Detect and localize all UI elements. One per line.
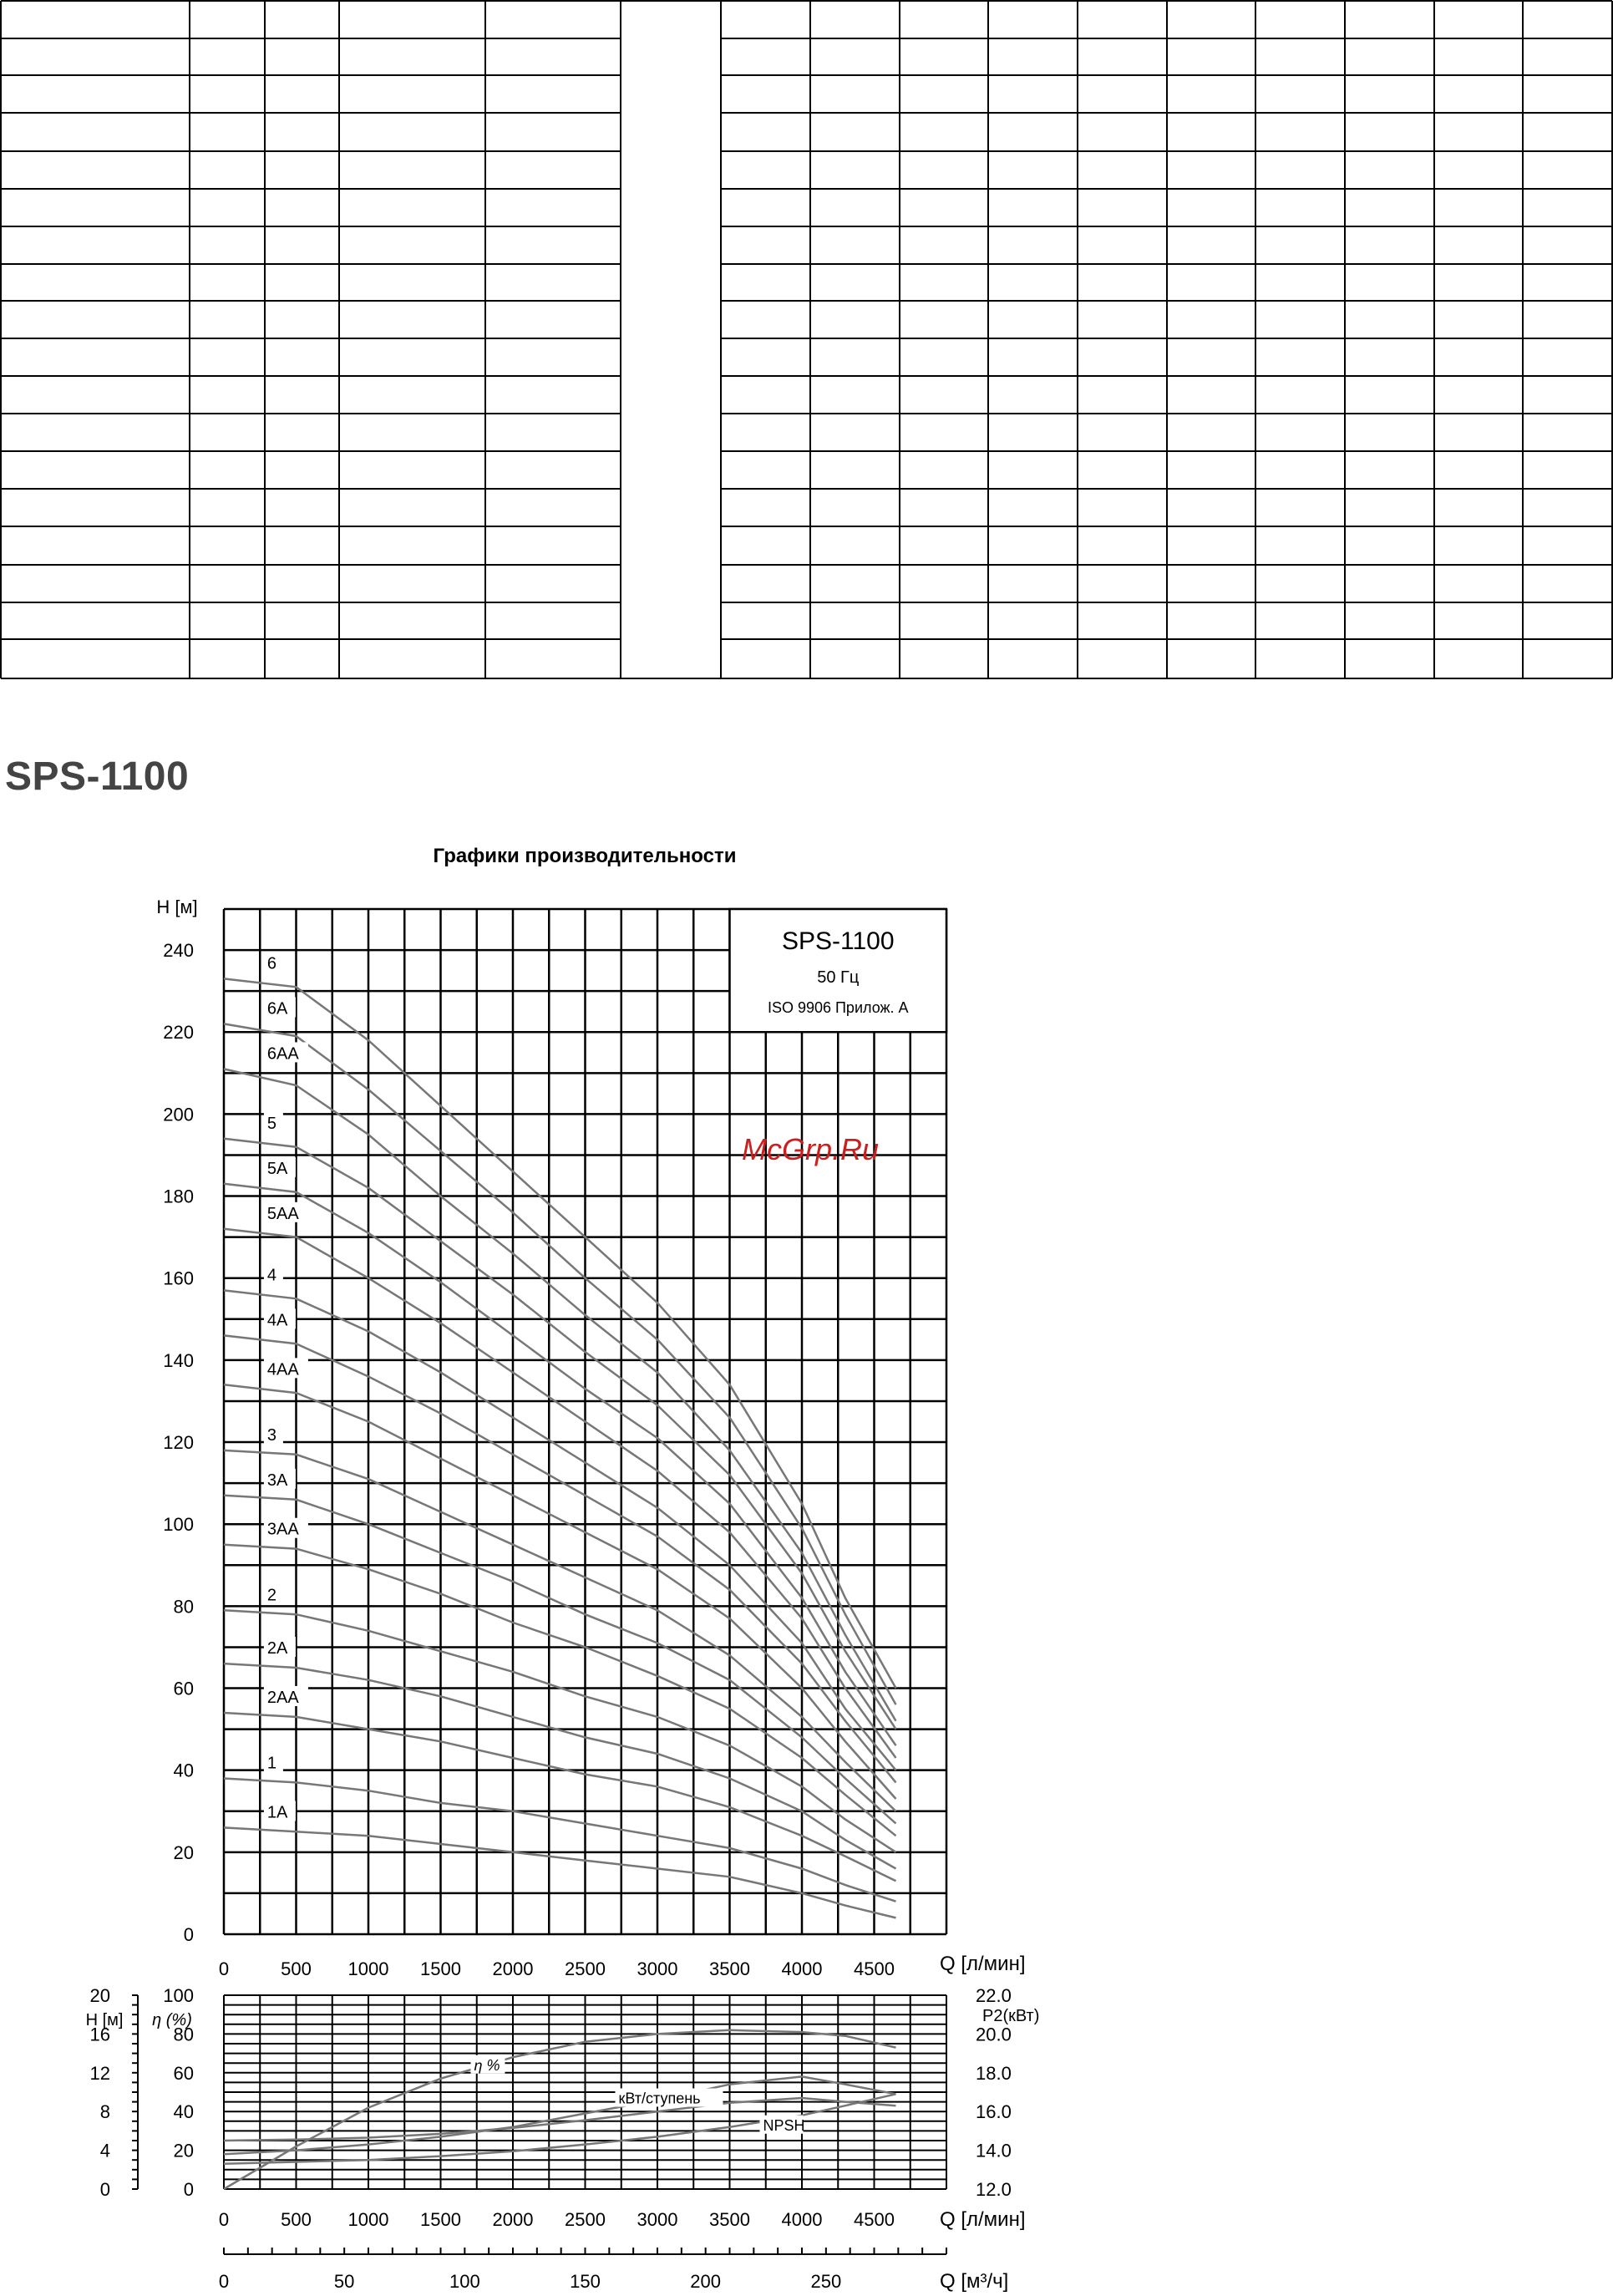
y-tick-label: 40 — [173, 1760, 194, 1781]
y-tick-label: 60 — [173, 1678, 194, 1699]
head-flow-chart — [156, 845, 1025, 1979]
curve-label: 2A — [266, 1639, 288, 1659]
x-tick-label: 4000 — [781, 2209, 823, 2230]
y-tick-label: 80 — [173, 1596, 194, 1618]
eta-tick-label: 80 — [173, 2024, 194, 2045]
curve-label: 3AA — [266, 1520, 299, 1539]
eta-tick-label: 60 — [173, 2062, 194, 2084]
flow-m3h-axis-label: Q [м³/ч] — [940, 2270, 1009, 2293]
x-tick-label: 0 — [218, 1958, 230, 1979]
curve-label: 6AA — [266, 1044, 299, 1064]
x-tick-label: 4500 — [854, 1958, 895, 1979]
eta-tick-label: 20 — [173, 2140, 194, 2161]
series-label: NPSH — [763, 2116, 805, 2134]
curve-6AA — [224, 1069, 896, 1720]
curve-label: 4AA — [266, 1360, 299, 1379]
flow-m3h-tick-label: 50 — [333, 2271, 355, 2292]
y-tick-label: 240 — [163, 940, 194, 962]
legend-standard: ISO 9906 Прилож. А — [767, 999, 909, 1016]
x-tick-label: 2000 — [492, 2209, 534, 2230]
x-tick-label: 3500 — [709, 2209, 750, 2230]
curve-label: 6A — [266, 999, 288, 1018]
curve-label: 1 — [266, 1754, 277, 1773]
npsh-tick-label: 4 — [99, 2140, 110, 2161]
eta-tick-label: 40 — [173, 2101, 194, 2123]
npsh-tick-label: 16 — [89, 2024, 110, 2045]
p2-axis-label: P2(кВт) — [982, 2007, 1040, 2025]
curve-1 — [224, 1779, 896, 1902]
x-tick-label: 3000 — [637, 2209, 678, 2230]
curve-6 — [224, 978, 896, 1688]
legend-frequency: 50 Гц — [817, 968, 860, 987]
x-tick-label: 2500 — [565, 2209, 606, 2230]
curve-label: 5 — [266, 1114, 277, 1133]
y-tick-label: 180 — [163, 1186, 194, 1207]
legend-model: SPS-1100 — [781, 927, 895, 955]
flow-m3h-tick-label: 250 — [810, 2271, 842, 2292]
x-tick-label: 3500 — [709, 1958, 750, 1979]
x-tick-label: 4500 — [854, 2209, 895, 2230]
flow-m3h-tick-label: 100 — [449, 2271, 480, 2292]
curve-label: 4 — [266, 1266, 277, 1285]
flow-m3h-tick-label: 150 — [570, 2271, 601, 2292]
efficiency-power-npsh-chart — [86, 1985, 1040, 2293]
p2-tick-label: 20.0 — [976, 2024, 1012, 2045]
curve-4 — [224, 1290, 896, 1773]
curve-label: 5A — [266, 1159, 288, 1178]
x-tick-label: 500 — [281, 1958, 312, 1979]
y-tick-label: 120 — [163, 1432, 194, 1454]
series-label: η % — [474, 2056, 500, 2074]
x-tick-label: 0 — [218, 2209, 230, 2230]
y-axis-label: H [м] — [156, 897, 198, 917]
curve-label: 2AA — [266, 1688, 299, 1707]
x-tick-label: 3000 — [637, 1958, 678, 1979]
curve-4A — [224, 1335, 896, 1782]
curve-label: 6 — [266, 954, 277, 973]
p2-tick-label: 14.0 — [976, 2140, 1012, 2161]
x-axis-label: Q [л/мин] — [940, 2208, 1026, 2231]
y-tick-label: 20 — [173, 1841, 194, 1863]
x-tick-label: 2500 — [565, 1958, 606, 1979]
curve-3 — [224, 1450, 896, 1811]
curve-5 — [224, 1139, 896, 1730]
curve-1A — [224, 1827, 896, 1918]
eta-axis-label: η (%) — [152, 2011, 192, 2029]
curve-2AA — [224, 1713, 896, 1881]
watermark: McGrp.Ru — [741, 1132, 880, 1166]
npsh-tick-label: 0 — [99, 2179, 110, 2200]
curve-label: 3 — [266, 1425, 277, 1445]
x-tick-label: 1000 — [347, 2209, 389, 2230]
curve-label: 1A — [266, 1803, 288, 1822]
flow-m3h-tick-label: 200 — [690, 2271, 722, 2292]
y-tick-label: 200 — [163, 1104, 194, 1125]
npsh-tick-label: 12 — [89, 2062, 110, 2084]
flow-m3h-tick-label: 0 — [218, 2271, 230, 2292]
page-title: SPS-1100 — [5, 754, 190, 799]
y-tick-label: 160 — [163, 1267, 194, 1289]
y-tick-label: 0 — [183, 1924, 194, 1945]
x-tick-label: 4000 — [781, 1958, 823, 1979]
x-tick-label: 1000 — [347, 1958, 389, 1979]
npsh-tick-label: 8 — [99, 2101, 110, 2123]
p2-tick-label: 16.0 — [976, 2101, 1012, 2123]
curve-label: 2 — [266, 1586, 277, 1605]
npsh-axis — [132, 1995, 138, 2189]
p2-tick-label: 18.0 — [976, 2062, 1012, 2084]
curve-label: 3A — [266, 1471, 288, 1490]
x-tick-label: 500 — [281, 2209, 312, 2230]
curve-label: 4A — [266, 1311, 288, 1330]
y-tick-label: 140 — [163, 1349, 194, 1371]
x-tick-label: 1500 — [420, 2209, 461, 2230]
npsh-tick-label: 20 — [89, 1985, 110, 2006]
series-label: кВт/ступень — [618, 2090, 701, 2107]
eta-tick-label: 0 — [183, 2179, 194, 2200]
p2-tick-label: 12.0 — [976, 2179, 1012, 2200]
x-axis-label: Q [л/мин] — [940, 1953, 1026, 1975]
y-tick-label: 100 — [163, 1514, 194, 1536]
x-tick-label: 1500 — [420, 1958, 461, 1979]
eta-tick-label: 100 — [163, 1985, 194, 2006]
flow-m3h-axis — [224, 2248, 946, 2254]
curve-label: 5AA — [266, 1204, 299, 1223]
curve-2A — [224, 1664, 896, 1868]
x-tick-label: 2000 — [492, 1958, 534, 1979]
chart-title: Графики производительности — [433, 845, 737, 867]
y-tick-label: 220 — [163, 1022, 194, 1044]
p2-tick-label: 22.0 — [976, 1985, 1012, 2006]
npsh-axis-label: H [м] — [85, 2011, 124, 2029]
